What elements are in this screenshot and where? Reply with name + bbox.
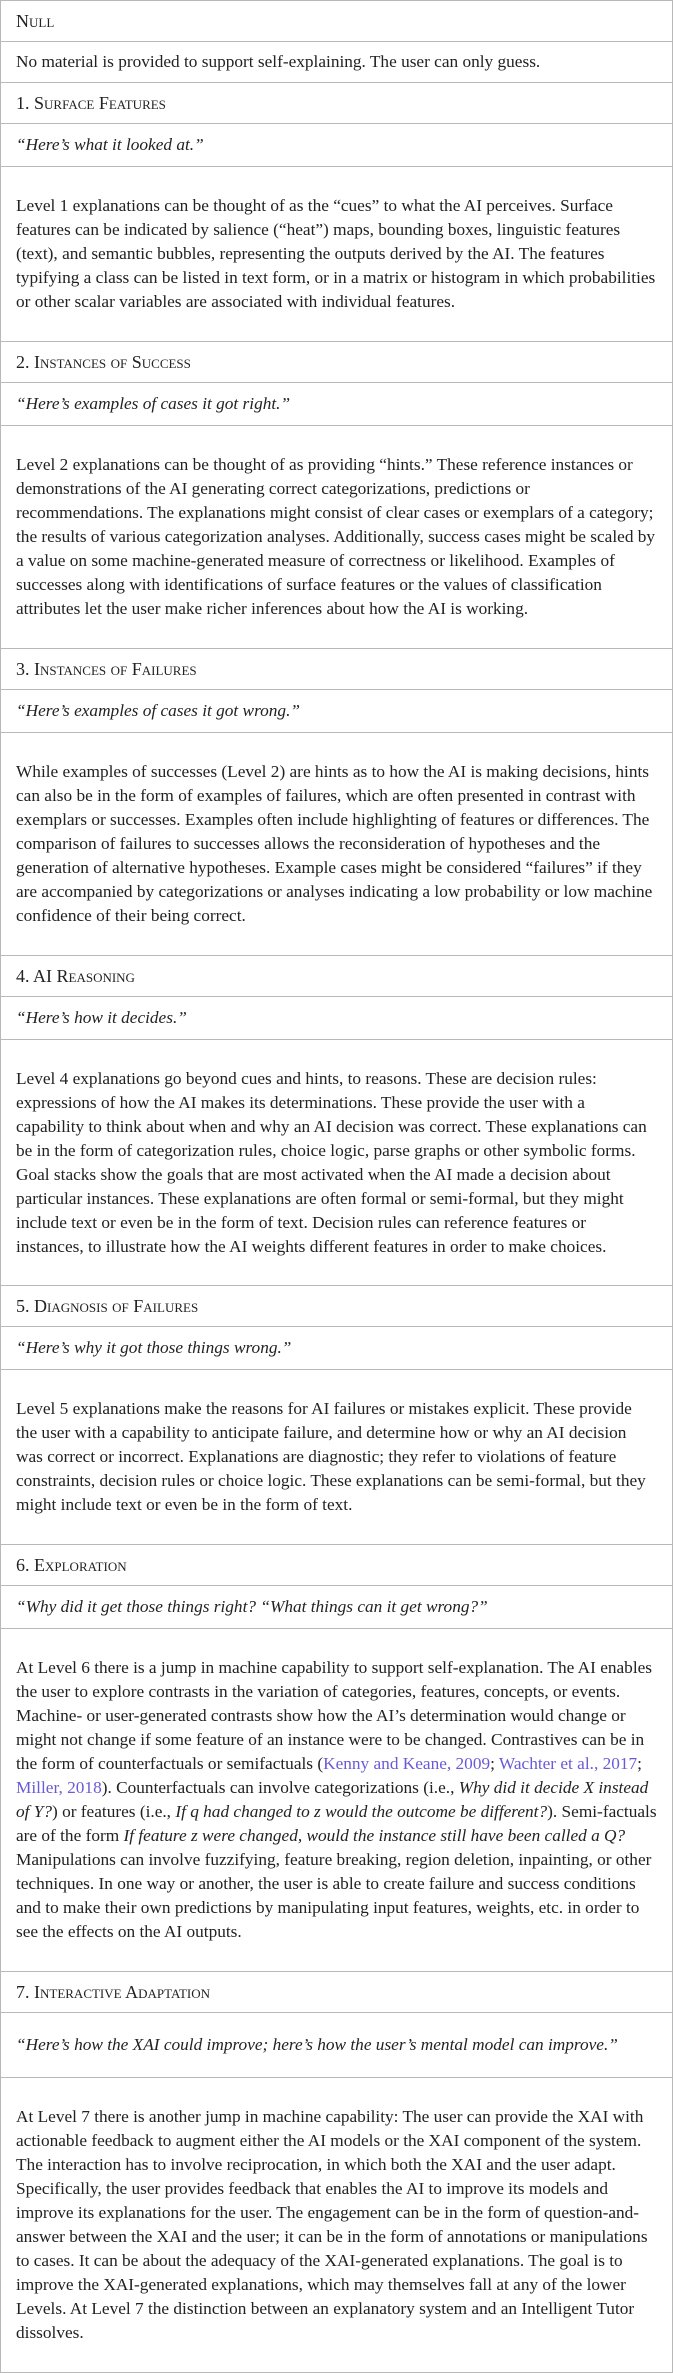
level-7-body-cell [0,2077,673,2373]
level-5-title-cell [0,1285,673,1327]
level-6-body-text-5: Manipulations can involve fuzzifying, feature breaking, region deletion, inpainting, or other techniques. In one way or another, the user is able to create failure and success conditions and to make their own predictions by manipulating input features, weights, etc. in order to see the effects on the AI outputs. [16,1850,652,1942]
level-6-example-features: If q had changed to z would the outcome be different? [175,1802,548,1822]
level-null-title-cell [0,0,673,42]
level-6-example-categorization: Why did it decide X instead of Y? [16,1778,649,1822]
level-2-quote: “Here’s examples of cases it got right.” [16,393,291,413]
level-6-body-text-1: At Level 6 there is a jump in machine capability to support self-explanation. The AI enables the user to explore contrasts in the variation of categories, features, concepts, or events. Machine- or user-generated contrasts show how the AI’s determination would change or might not change if some feature of an instance were to be changed. Contrastives can be in the form of counterfactuals or semifactuals ( [16,1658,653,1774]
level-4-body-cell [0,1039,673,1287]
level-5-title: 5. Diagnosis of Failures [16,1296,199,1317]
level-6-body-text-4: ). Semi-factuals are of the form [16,1802,657,1846]
level-1-quote: “Here’s what it looked at.” [16,135,204,154]
level-6-quote-cell [0,1585,673,1629]
level-4-body: Level 4 explanations go beyond cues and hints, to reasons. These are decision rules: expressions of how the AI makes its determinations. These provide the user with a capability to think about when and why an AI decision was correct. These explanations can be in the form of categorization rules, choice logic, parse graphs or other symbolic forms. Goal stacks show the goals that are most activated when the AI made a decision about particular instances. These explanations are often formal or semi-formal, but they might include text or even be in the form of text. Decision rules can reference features or instances, to illustrate how the AI weights different features in order to make choices. [16,1068,647,1256]
level-1-body: Level 1 explanations can be thought of as the “cues” to what the AI perceives. Surface features can be indicated by salience (“heat”) maps, bounding boxes, linguistic features (text), and semantic bubbles, representing the outputs derived by the AI. The features typifying a class can be listed in text form, or in a matrix or histogram in which probabilities or other scalar variables are associated with individual features. [16,195,656,311]
level-2-body-cell [0,425,673,649]
level-6-quote: “Why did it get those things right? “What things can it get wrong?” [16,1597,488,1617]
level-5-quote-cell [0,1326,673,1370]
level-null-body: No material is provided to support self-explaining. The user can only guess. [16,52,541,71]
level-5-quote: “Here’s why it got those things wrong.” [16,1338,292,1358]
citation-separator: ; [490,1754,499,1774]
level-2-title-cell [0,341,673,383]
level-null-body-cell [0,41,673,83]
level-3-quote-cell [0,689,673,733]
level-3-title: 3. Instances of Failures [16,658,197,679]
level-2-quote-cell [0,382,673,426]
level-3-body-cell [0,732,673,956]
level-7-title: 7. Interactive Adaptation [16,1982,210,2003]
level-7-body: At Level 7 there is another jump in machine capability: The user can provide the XAI with actionable feedback to augment either the AI models or the XAI component of the system. The interaction has to involve reciprocation, in which both the XAI and the user adapt. Specifically, the user provides feedback that enables the AI to improve its models and improve its explanations for the user. The engagement can be in the form of question-and-answer between the XAI and the user; it can be in the form of annotations or manipulations to cases. It can be about the adequacy of the XAI-generated explanations. The goal is to improve the XAI-generated explanations, which may themselves fall at any of the lower Levels. At Level 7 the distinction between an explanatory system and an Intelligent Tutor dissolves. [16,2107,648,2343]
citation-kenny-keane-2009[interactable]: Kenny and Keane, 2009 [323,1754,491,1774]
level-7-quote: “Here’s how the XAI could improve; here’s how the user’s mental model can improve.” [16,2035,618,2055]
level-2-title: 2. Instances of Success [16,351,191,372]
level-4-quote-cell [0,996,673,1040]
level-4-title: 4. AI Reasoning [16,965,135,986]
level-1-title: 1. Surface Features [16,93,166,113]
level-6-body-cell [0,1628,673,1972]
level-3-quote: “Here’s examples of cases it got wrong.” [16,700,301,720]
level-6-title-cell [0,1544,673,1586]
level-5-body: Level 5 explanations make the reasons for AI failures or mistakes explicit. These provide the user with a capability to anticipate failure, and determine how or why an AI decision was correct or incorrect. Explanations are diagnostic; they refer to violations of feature constraints, decision rules or choice logic. These explanations can be semi-formal, but they might include text or even be in the form of text. [16,1399,646,1515]
level-3-body: While examples of successes (Level 2) are hints as to how the AI is making decisions, hints can also be in the form of examples of failures, which are often presented in contrast with exemplars or successes. Examples often include highlighting of features or differences. The comparison of failures to successes allows the reconsideration of hypotheses and the generation of alternative hypotheses. Example cases might be considered “failures” if they are accompanied by categorizations or analyses indicating a low probability or low machine confidence of their being correct. [16,761,653,925]
level-5-body-cell [0,1369,673,1545]
level-1-body-cell [0,166,673,342]
level-2-body: Level 2 explanations can be thought of as providing “hints.” These reference instances or demonstrations of the AI generating correct categorizations, predictions or recommendations. The explanations might consist of clear cases or exemplars of a category; the results of various categorization analyses. Additionally, success cases might be scaled by a value on some machine-generated measure of correctness or likelihood. Examples of successes along with identifications of surface features or the values of classification attributes let the user make richer inferences about how the AI is working. [16,454,656,618]
citation-separator: ; [637,1754,642,1774]
level-7-title-cell [0,1971,673,2013]
level-6-body [16,1656,657,1944]
level-null-title: Null [16,11,55,31]
level-6-example-semifactual: If feature z were changed, would the instance still have been called a Q? [123,1826,626,1846]
level-4-title-cell [0,955,673,997]
level-7-quote-cell [0,2012,673,2078]
level-3-title-cell [0,648,673,690]
level-6-title: 6. Exploration [16,1555,127,1576]
citation-miller-2018[interactable]: Miller, 2018 [16,1778,102,1798]
level-1-quote-cell [0,123,673,167]
level-6-body-text-3: ) or features (i.e., [52,1802,176,1822]
level-6-body-text-2: ). Counterfactuals can involve categorizations (i.e., [101,1778,459,1798]
level-1-title-cell [0,82,673,124]
level-4-quote: “Here’s how it decides.” [16,1007,187,1027]
citation-wachter-2017[interactable]: Wachter et al., 2017 [498,1754,638,1774]
